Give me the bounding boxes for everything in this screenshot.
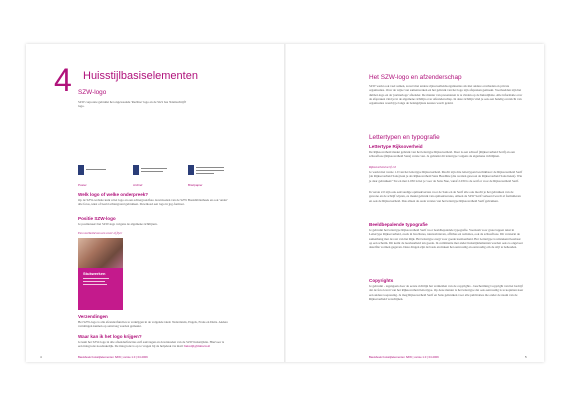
document-spread: [26, 44, 544, 362]
paragraph-typeface: De Rijksoverheid maakt gebruik van het lettertype Rijksoverheid. Daar is een schreef (Rijksoverheid Serif) en een schreefloze (Rijksoverheid Sans) versie van. Je gebruikt dit lettertype volgens de algemene richtlijnen.: [369, 150, 515, 159]
paragraph-display-typography: Je gebruikt het lettertype Rijksoverheid Serif voor beeldbepalende typografie. Voorkom voor grote lappen tekst in Lettertype Rijksoverheid, zoals in brochures, nieuwsbrieven, affiches en websites, ook de schreefloze. Dit versterkt de samenhang met de rest van het Rijk. Het lettertype zorgt voor goede leesbaarheid. Het Lettertype is uitstekend leesbaar op een scherm. Dit komt de leesbaarheid ten goede. In combinatie met ander huisstijlelementen worden ook zo ongeveer dezelfde vormen gegeven. Deze dingen zijn de basis en maken het eenvoudig en eenvoudig om de stijl te behouden.: [369, 228, 523, 250]
paragraph-copyrights: Je gebruikt - tegengaan door de eerste richtlijn het vermelden van de copyrights - bescherming Copyright van het bedrijf dat de foto levert van het Rijksoverheid lettertype. Op deze manier is het lettertype dat ook eenvoudig is te kopiëren naar een andere toepassing. Je mag Rijksoverheid Serif en Sans gebruiken voor alle publicaties die onder de naam van de Rijksoverheid verschijnen.: [369, 284, 524, 301]
section-heading-logo: SZW-logo: [78, 89, 107, 96]
page-number-left: 4: [40, 355, 42, 359]
right-page: [285, 44, 544, 362]
helpdesk-email-link[interactable]: huisstijl@minszw.nl: [184, 344, 211, 349]
paragraph-version-2: In versie 2.0 zijn ook eenvoudige opmaakversies voor de Sans en de Serif alle ook mocht je het gebruiken van de gewone en de schrijf wijzen, ze maakt gebruik van opmaakversies, Alleen de SZW Serif verkeerd wordt al formulieren en ook de Rijksoverheid. Dus alleen de oude versies van het lettertype Rijksoverheid Serif gebruiken.: [369, 190, 521, 203]
crest-icon: [188, 165, 194, 175]
subheading-serif-version: Rijksoverheid serif 1.0: [369, 165, 397, 169]
paragraph-serif-version: Je werkt met versie 1.0 van het lettertype Rijksoverheid. Mocht zijn drie lettertypen beschikbaar: de Rijksoverheid Serif (de Rijksoverheid Sans) kun je als Rijksoverheid Sans Headline (die werden gewoon de Rijksoverheid Sans heten). Wie je daar gebruiken? Tot en met 2.030 is het je voor de Sans Nue, vanaf 2.030 is de serif er voor de Rijksoverheid Serif.: [369, 170, 523, 183]
logo-text-line: [86, 169, 106, 170]
subheading-copyrights: Copyrights: [369, 278, 394, 283]
subheading-which-logo: Welk logo of welke onderpreek?: [78, 192, 149, 197]
subheading-shipments: Verzendingen: [78, 314, 108, 319]
logo-label-3: Briefpapier: [188, 183, 203, 187]
subheading-display-typography: Beeldbepalende typografie: [369, 222, 428, 227]
paragraph-shipments: Het SZW-logo is alle afzenderfuncties te verkrijgen in de volgende talen: Nederlands, Engels, Frans en Duits. Andere vertalingen kunnen op aanvraag worden gemaakt.: [78, 320, 228, 329]
logo-text-line: [141, 171, 163, 172]
paragraph-afzenderschap: SZW werkt ook veel samen, zowel met andere rijksoverheidsorganisaties als met andere overheden en private organisaties. Over de wijze van samenwerken en het gebruik van het logo zijn afspraken gemaakt. Voorbeelden zijn het dubbel-logo en de 'partnerlogo' afzender. De manier van presenteren is te vinden op de huisstijlsite. Alle informatie over de afspraken vind je in de algemene richtlijn over Afzenderschap. In deze richtlijn vind je ook een handig overzicht van organisaties waarbij je langs de belangrijkste keuzes wordt geleid.: [369, 84, 523, 106]
cover-text-line: [83, 278, 109, 279]
logo-sample-3: [188, 165, 228, 179]
left-page: [26, 44, 285, 362]
logo-sample-1: [78, 165, 118, 179]
cover-photo: [78, 238, 123, 268]
footer-right: Basisboek huisstijlelementen SZW | versie 1.0 | 04.2009: [369, 355, 439, 359]
subheading-typeface: Lettertype Rijksoverheid: [369, 144, 423, 149]
logo-label-2: Archief: [133, 183, 143, 187]
logo-text-line: [196, 170, 224, 171]
logo-label-1: Poster: [78, 183, 87, 187]
logo-sample-2: [133, 165, 173, 179]
page-number-right: 5: [525, 355, 527, 359]
intro-text: SZW corporate gebruikt het ongewaande 'Rechtse' logo en de SGS bas 'Kleinschrijft' logo.: [78, 100, 187, 109]
footer-left: Basisboek huisstijlelementen SZW | versie 1.0 | 04.2009: [78, 355, 148, 359]
logo-text-line: [141, 168, 167, 169]
cover-caption: Een voorbeeld van een cover of flyer: [78, 231, 123, 235]
subheading-logo-position: Positie SZW-logo: [78, 216, 116, 221]
subheading-where-logo: Waar kan ik het logo krijgen?: [78, 334, 142, 339]
logo-text-line: [196, 167, 224, 168]
crest-icon: [133, 165, 139, 175]
chapter-number: 4: [54, 62, 72, 98]
chapter-title: Huisstijlbasiselementen: [83, 70, 198, 82]
paragraph-which-logo: Op de SZW-website kunt u het logo en een achtergrondfoto downloaden van de SZW Basisbibliotheek en ook 'onder' alle fotos, tekst of beeld achtergrond gebruiken. Download een logo in jpg-formaat.: [78, 198, 228, 207]
section-heading-typography: Lettertypen en typografie: [369, 134, 440, 141]
cover-text-line: [83, 281, 105, 282]
paragraph-where-logo: Je kunt het SZW-logo in alle afzenderfuncties zelf aanvragen en downloaden van de SZW huisstijlsite. Hiervoor is een inlogcode noodzakelijk. De inlogcode is op te vragen bij de helpdesk via mail: huisstijl@minszw.nl: [78, 340, 225, 349]
cover-example-image: [78, 238, 123, 310]
cover-text-line: [83, 284, 107, 285]
section-heading-afzenderschap: Het SZW-logo en afzenderschap: [369, 74, 462, 81]
paragraph-logo-position: Je positioneert het SZW-logo volgens de algemene richtlijnen.: [78, 222, 158, 226]
crest-icon: [78, 165, 84, 175]
cover-title: Stukwerken: [83, 271, 106, 276]
logo-text-line: [196, 173, 214, 174]
